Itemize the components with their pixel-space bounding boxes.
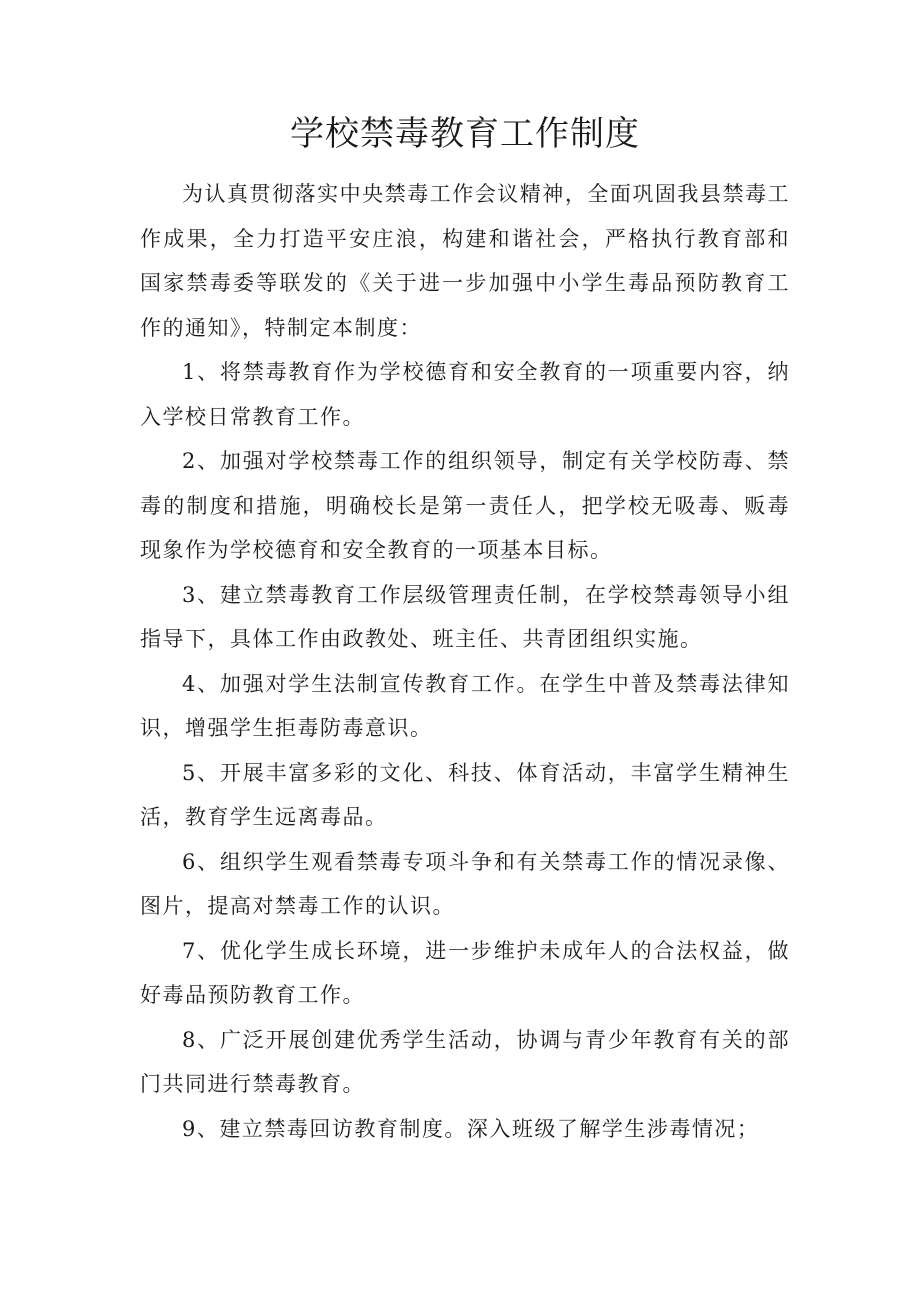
- rule-item-3: 3、建立禁毒教育工作层级管理责任制，在学校禁毒领导小组指导下，具体工作由政教处、班主任、共青团组织实施。: [140, 582, 790, 651]
- rule-item-5: 5、开展丰富多彩的文化、科技、体育活动，丰富学生精神生活，教育学生远离毒品。: [140, 760, 790, 829]
- intro-paragraph: 为认真贯彻落实中央禁毒工作会议精神，全面巩固我县禁毒工作成果，全力打造平安庄浪，构建和谐社会，严格执行教育部和国家禁毒委等联发的《关于进一步加强中小学生毒品预防教育工作的通知》，特制定本制度：: [140, 182, 790, 340]
- document-page: [140, 108, 790, 1151]
- rule-item-4: 4、加强对学生法制宣传教育工作。在学生中普及禁毒法律知识，增强学生拒毒防毒意识。: [140, 671, 790, 740]
- rule-item-1: 1、将禁毒教育作为学校德育和安全教育的一项重要内容，纳入学校日常教育工作。: [140, 360, 790, 429]
- rule-item-6: 6、组织学生观看禁毒专项斗争和有关禁毒工作的情况录像、图片，提高对禁毒工作的认识。: [140, 849, 790, 918]
- rule-item-7: 7、优化学生成长环境，进一步维护未成年人的合法权益，做好毒品预防教育工作。: [140, 938, 790, 1007]
- rule-item-8: 8、广泛开展创建优秀学生活动，协调与青少年教育有关的部门共同进行禁毒教育。: [140, 1027, 790, 1096]
- rule-item-2: 2、加强对学校禁毒工作的组织领导，制定有关学校防毒、禁毒的制度和措施，明确校长是第一责任人，把学校无吸毒、贩毒现象作为学校德育和安全教育的一项基本目标。: [140, 449, 790, 562]
- document-title: 学校禁毒教育工作制度: [290, 114, 640, 154]
- rule-item-9: 9、建立禁毒回访教育制度。深入班级了解学生涉毒情况；: [182, 1116, 760, 1141]
